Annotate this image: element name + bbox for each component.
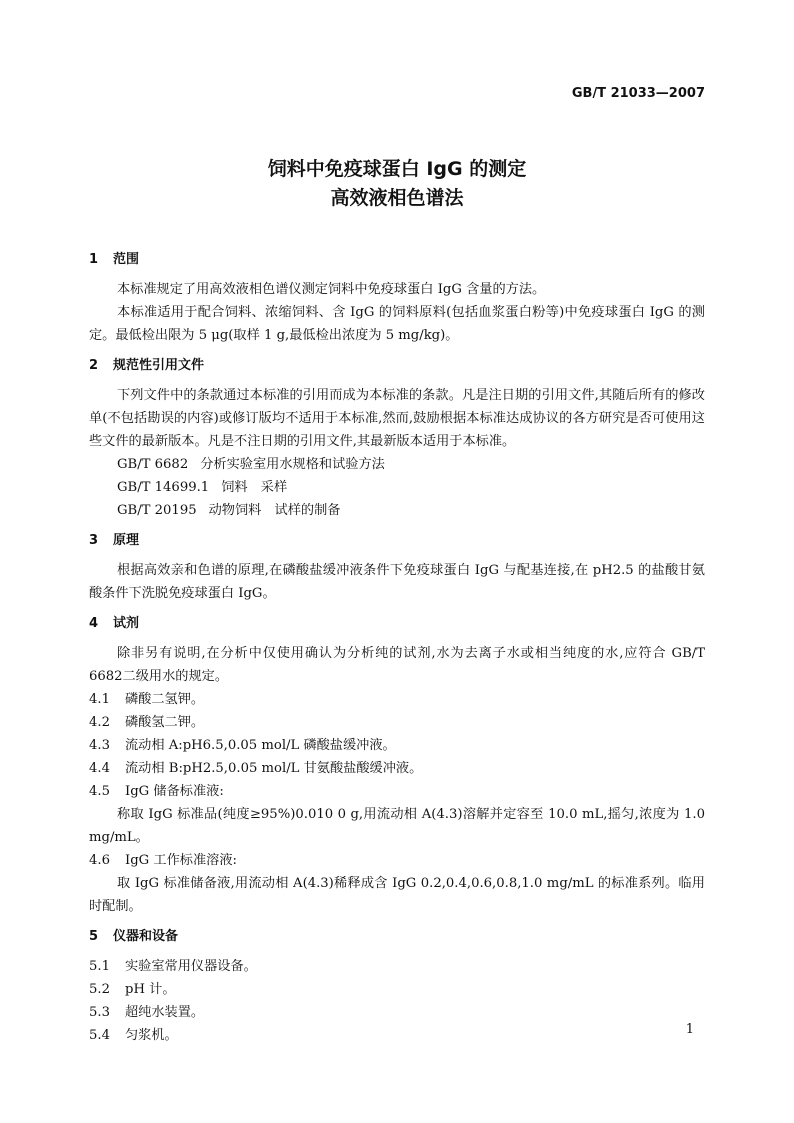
item-number: 5.3 bbox=[89, 1005, 110, 1020]
list-item bbox=[89, 734, 705, 757]
section-title: 仪器和设备 bbox=[113, 929, 179, 944]
section-number: 2 bbox=[89, 358, 99, 373]
document-body bbox=[89, 248, 705, 1047]
item-number: 4.6 bbox=[89, 853, 110, 868]
item-number: 5.4 bbox=[89, 1028, 110, 1043]
list-item bbox=[89, 711, 705, 734]
paragraph: 本标准规定了用高效液相色谱仪测定饲料中免疫球蛋白 IgG 含量的方法。 bbox=[117, 282, 546, 297]
item-text: pH 计。 bbox=[125, 982, 176, 997]
item-text: 磷酸氢二钾。 bbox=[125, 715, 205, 730]
reference-code: GB/T 6682 bbox=[117, 457, 189, 472]
reference-item bbox=[89, 453, 705, 476]
section-title: 试剂 bbox=[113, 616, 140, 631]
section-number: 4 bbox=[89, 616, 99, 631]
list-item bbox=[89, 1024, 705, 1047]
document-code: GB/T 21033—2007 bbox=[571, 86, 705, 101]
reference-code: GB/T 14699.1 bbox=[117, 480, 210, 495]
reference-item bbox=[89, 476, 705, 499]
item-text: 流动相 B:pH2.5,0.05 mol/L 甘氨酸盐酸缓冲液。 bbox=[125, 761, 423, 776]
item-number: 5.2 bbox=[89, 982, 110, 997]
paragraph: 下列文件中的条款通过本标准的引用而成为本标准的条款。凡是注日期的引用文件,其随后所有的修改单(不包括勘误的内容)或修订版均不适用于本标准,然而,鼓励根据本标准达成协议的各方研究是否可使用这些文件的最新版本。凡是不注日期的引用文件,其最新版本适用于本标准。 bbox=[89, 388, 705, 449]
reference-item bbox=[89, 499, 705, 522]
section-number: 1 bbox=[89, 252, 99, 267]
item-text: IgG 储备标准液: bbox=[125, 784, 224, 799]
item-text: 超纯水装置。 bbox=[125, 1005, 205, 1020]
section-number: 5 bbox=[89, 929, 99, 944]
item-number: 5.1 bbox=[89, 959, 110, 974]
paragraph: 本标准适用于配合饲料、浓缩饲料、含 IgG 的饲料原料(包括血浆蛋白粉等)中免疫球蛋白 IgG 的测定。最低检出限为 5 μg(取样 1 g,最低检出浓度为 5 mg/kg)。 bbox=[89, 305, 705, 343]
paragraph: 根据高效亲和色谱的原理,在磷酸盐缓冲液条件下免疫球蛋白 IgG 与配基连接,在 pH2.5 的盐酸甘氨酸条件下洗脱免疫球蛋白 IgG。 bbox=[89, 563, 705, 601]
section-heading-equipment bbox=[89, 925, 705, 948]
section-title: 原理 bbox=[113, 533, 140, 548]
section-heading-normative bbox=[89, 354, 705, 377]
item-text: IgG 工作标准溶液: bbox=[125, 853, 237, 868]
item-number: 4.4 bbox=[89, 761, 110, 776]
paragraph: 除非另有说明,在分析中仅使用确认为分析纯的试剂,水为去离子水或相当纯度的水,应符合 GB/T 6682二级用水的规定。 bbox=[89, 646, 705, 684]
page-number: 1 bbox=[685, 1022, 694, 1037]
document-subtitle: 高效液相色谱法 bbox=[330, 187, 464, 209]
paragraph: 取 IgG 标准储备液,用流动相 A(4.3)稀释成含 IgG 0.2,0.4,0.6,0.8,1.0 mg/mL 的标准系列。临用时配制。 bbox=[89, 876, 705, 914]
list-item bbox=[89, 688, 705, 711]
section-heading-scope bbox=[89, 248, 705, 271]
item-number: 4.5 bbox=[89, 784, 110, 799]
reference-title: 动物饲料 试样的制备 bbox=[208, 503, 341, 518]
list-item bbox=[89, 955, 705, 978]
paragraph: 称取 IgG 标准品(纯度≥95%)0.010 0 g,用流动相 A(4.3)溶解并定容至 10.0 mL,摇匀,浓度为 1.0 mg/mL。 bbox=[89, 807, 705, 845]
item-number: 4.1 bbox=[89, 692, 110, 707]
item-text: 实验室常用仪器设备。 bbox=[125, 959, 257, 974]
reference-code: GB/T 20195 bbox=[117, 503, 197, 518]
list-item bbox=[89, 978, 705, 1001]
section-number: 3 bbox=[89, 533, 99, 548]
section-title: 范围 bbox=[113, 252, 140, 267]
section-heading-principle bbox=[89, 529, 705, 552]
document-title: 饲料中免疫球蛋白 IgG 的测定 bbox=[267, 158, 527, 180]
list-item bbox=[89, 780, 705, 803]
list-item bbox=[89, 1001, 705, 1024]
item-text: 匀浆机。 bbox=[125, 1028, 178, 1043]
reference-title: 饲料 采样 bbox=[221, 480, 288, 495]
list-item bbox=[89, 849, 705, 872]
section-heading-reagents bbox=[89, 612, 705, 635]
item-number: 4.2 bbox=[89, 715, 110, 730]
item-text: 磷酸二氢钾。 bbox=[125, 692, 205, 707]
reference-title: 分析实验室用水规格和试验方法 bbox=[200, 457, 385, 472]
item-number: 4.3 bbox=[89, 738, 110, 753]
list-item bbox=[89, 757, 705, 780]
section-title: 规范性引用文件 bbox=[113, 358, 205, 373]
item-text: 流动相 A:pH6.5,0.05 mol/L 磷酸盐缓冲液。 bbox=[125, 738, 396, 753]
